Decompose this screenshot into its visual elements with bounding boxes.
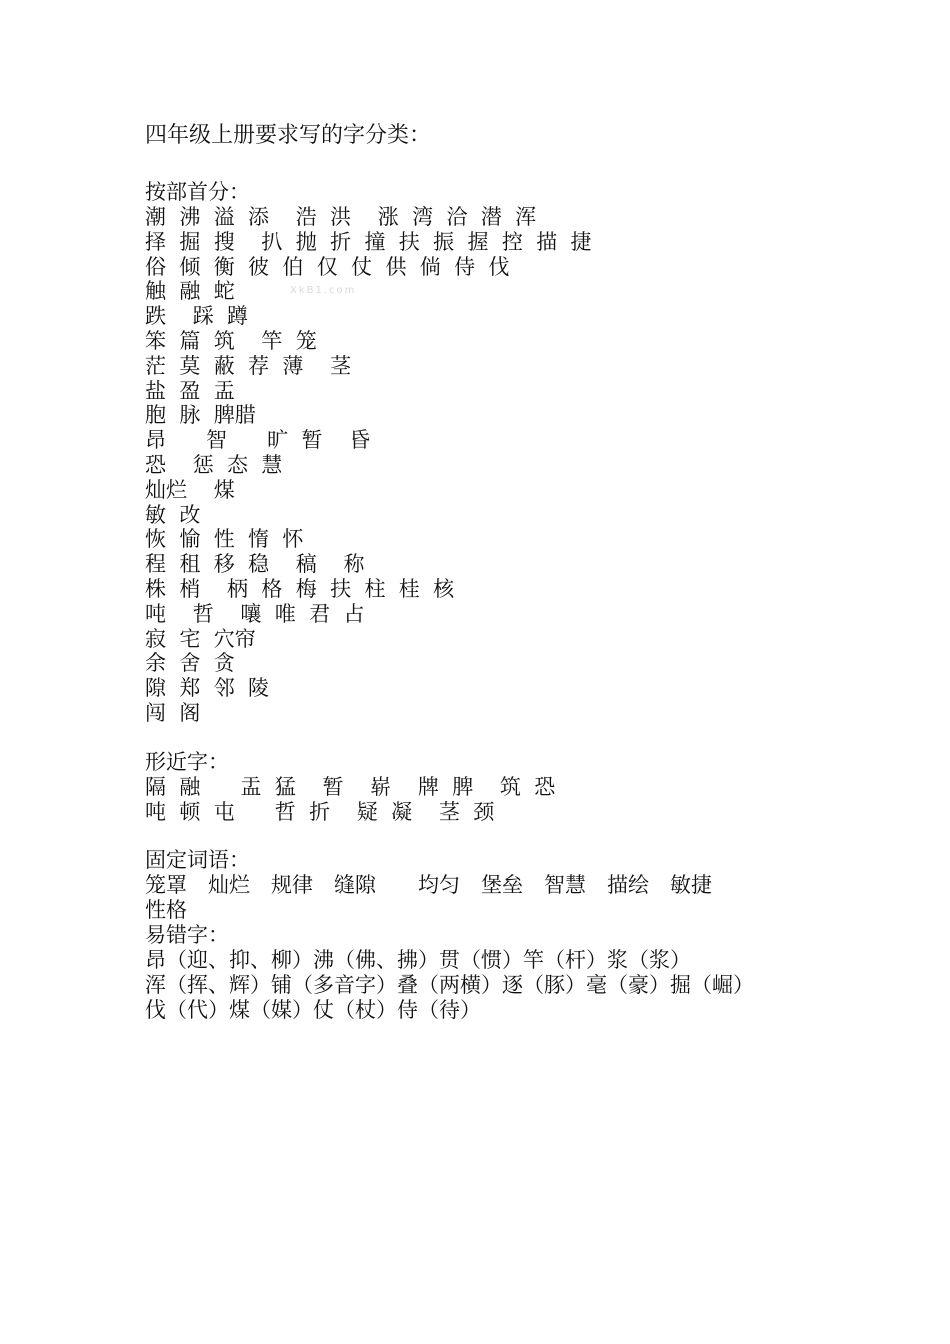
- radical-row: 敏 改: [145, 502, 201, 527]
- error-section-heading: 易错字：: [145, 923, 229, 948]
- radical-row: 笨 篇 筑 竿 笼: [145, 328, 317, 353]
- radical-row: 触 融 蛇: [145, 279, 235, 304]
- radical-row: 潮 沸 溢 添 浩 洪 涨 湾 洽 潜 浑: [145, 205, 537, 229]
- spacer: [145, 726, 825, 750]
- radical-row: 恐 惩 态 慧: [145, 452, 283, 477]
- phrases-list: [145, 873, 825, 923]
- radical-section-heading: 按部首分：: [145, 180, 250, 204]
- radical-row: 昂 智 旷 暂 昏: [145, 428, 371, 453]
- radical-row: 跌 踩 蹲: [145, 304, 249, 329]
- radical-row: 闯 阁: [145, 700, 201, 725]
- phrase-item: 智慧: [544, 873, 586, 898]
- watermark: XkB1.com: [290, 285, 357, 296]
- error-line: 昂（迎、抑、柳）沸（佛、拂）贯（惯）竿（杆）浆（浆）: [145, 948, 691, 973]
- radical-row: 茫 莫 蔽 荐 薄 茎: [145, 353, 352, 378]
- radical-row: 灿烂 煤: [145, 477, 235, 502]
- error-line: 浑（挥、辉）铺（多音字）叠（两横）逐（豚）毫（豪）掘（崛）: [145, 973, 754, 998]
- radical-row: 择 掘 搜 扒 抛 折 撞 扶 振 握 控 描 捷: [145, 229, 592, 254]
- phrase-item: 描绘: [607, 873, 649, 898]
- radical-row: 隙 郑 邻 陵: [145, 676, 270, 701]
- phrase-item: 灿烂: [208, 873, 250, 898]
- radical-row: 俗 倾 衡 彼 伯 仅 仗 供 倘 侍 伐: [145, 254, 510, 279]
- error-line: 伐（代）煤（媒）仗（杖）侍（待）: [145, 998, 481, 1023]
- radical-row: 恢 愉 性 惰 怀: [145, 527, 304, 552]
- spacer: [145, 824, 825, 848]
- phrases-section-heading: 固定词语：: [145, 848, 250, 873]
- similar-row: 吨 顿 屯 哲 折 疑 凝 茎 颈: [145, 799, 495, 824]
- phrase-item: 堡垒: [481, 873, 523, 898]
- radical-row: 程 租 移 稳 稿 称: [145, 552, 365, 577]
- similar-row: 隔 融 盂 猛 暂 崭 牌 脾 筑 恐: [145, 774, 556, 799]
- radical-row: 余 舍 贪: [145, 651, 235, 676]
- document-body: [145, 118, 825, 1023]
- page-title: 四年级上册要求写的字分类：: [145, 123, 432, 148]
- phrase-item: 规律: [271, 873, 313, 898]
- radical-row: 盐 盈 盂: [145, 378, 235, 403]
- phrase-item: 笼罩: [145, 873, 187, 898]
- radical-row: 寂 宅 穴帘: [145, 626, 256, 651]
- radical-row: 胞 脉 脾腊: [145, 403, 256, 428]
- phrase-item: 性格: [145, 898, 187, 923]
- radical-row: 株 梢 柄 格 梅 扶 柱 桂 核: [145, 576, 455, 601]
- phrase-item: 均匀: [418, 873, 460, 898]
- phrase-item: 缝隙: [334, 873, 376, 898]
- phrase-item: 敏捷: [670, 873, 712, 898]
- similar-section-heading: 形近字：: [145, 749, 229, 774]
- radical-row: 吨 哲 嚷 唯 君 占: [145, 601, 365, 626]
- radical-section-list: [145, 205, 825, 726]
